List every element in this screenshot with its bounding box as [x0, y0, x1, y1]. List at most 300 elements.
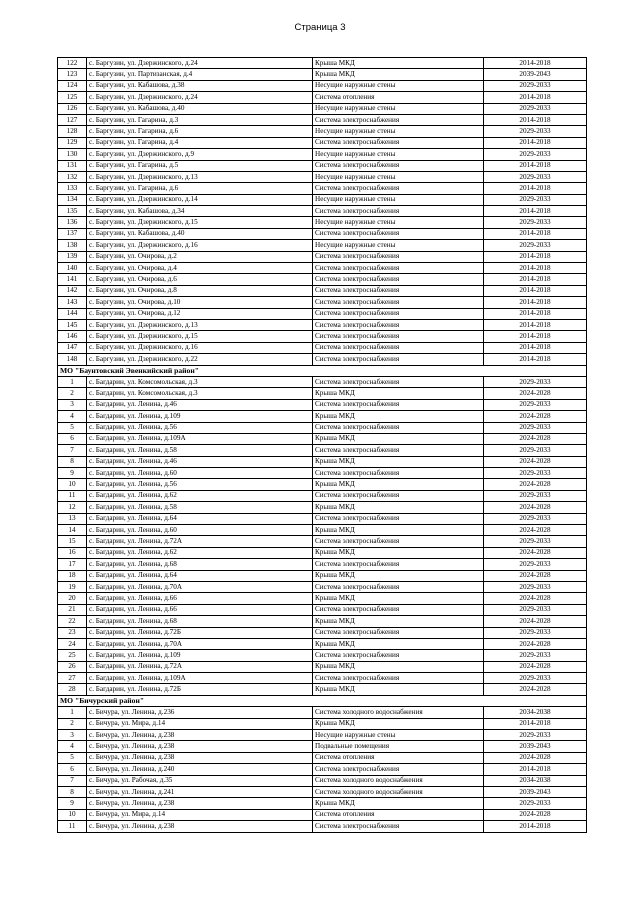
table-row: [58, 673, 587, 684]
table-row: [58, 194, 587, 205]
row-address: с. Багдарин, ул. Ленина, д.68: [87, 616, 313, 627]
row-number: 137: [58, 228, 87, 239]
table-row: [58, 376, 587, 387]
row-work-type: Система электроснабжения: [313, 263, 484, 274]
row-address: с. Багдарин, ул. Ленина, д.109А: [87, 673, 313, 684]
row-number: 123: [58, 69, 87, 80]
table-row: [58, 263, 587, 274]
row-period: 2024-2028: [484, 525, 587, 536]
row-period: 2024-2028: [484, 616, 587, 627]
row-work-type: Подвальные помещения: [313, 741, 484, 752]
row-number: 13: [58, 513, 87, 524]
section-title: МО "Баунтовский Эвенкийский район": [58, 365, 587, 376]
row-work-type: Система электроснабжения: [313, 536, 484, 547]
row-period: 2029-2033: [484, 798, 587, 809]
row-address: с. Баргузин, ул. Дзержинского, д.15: [87, 217, 313, 228]
row-work-type: Крыша МКД: [313, 502, 484, 513]
row-work-type: Система электроснабжения: [313, 650, 484, 661]
row-address: с. Баргузин, ул. Кабашова, д.40: [87, 228, 313, 239]
row-number: 8: [58, 787, 87, 798]
row-period: 2029-2033: [484, 149, 587, 160]
row-number: 5: [58, 752, 87, 763]
table-row: [58, 593, 587, 604]
table-row: [58, 684, 587, 695]
row-work-type: Крыша МКД: [313, 388, 484, 399]
table-row: [58, 126, 587, 137]
row-number: 144: [58, 308, 87, 319]
row-number: 134: [58, 194, 87, 205]
row-address: с. Баргузин, ул. Очирова, д.8: [87, 285, 313, 296]
row-work-type: Система электроснабжения: [313, 137, 484, 148]
row-work-type: Система электроснабжения: [313, 490, 484, 501]
row-address: с. Багдарин, ул. Ленина, д.72А: [87, 536, 313, 547]
table-row: [58, 206, 587, 217]
row-work-type: Несущие наружные стены: [313, 194, 484, 205]
row-number: 11: [58, 821, 87, 832]
row-number: 1: [58, 707, 87, 718]
row-period: 2014-2018: [484, 137, 587, 148]
table-row: [58, 479, 587, 490]
table-row: [58, 80, 587, 91]
row-address: с. Багдарин, ул. Ленина, д.64: [87, 570, 313, 581]
row-work-type: Система электроснабжения: [313, 445, 484, 456]
table-row: [58, 297, 587, 308]
row-work-type: Крыша МКД: [313, 479, 484, 490]
row-number: 145: [58, 319, 87, 330]
table-row: [58, 798, 587, 809]
row-number: 124: [58, 80, 87, 91]
row-period: 2029-2033: [484, 468, 587, 479]
row-number: 131: [58, 160, 87, 171]
row-period: 2039-2043: [484, 69, 587, 80]
row-period: 2024-2028: [484, 502, 587, 513]
table-row: [58, 821, 587, 832]
row-period: 2029-2033: [484, 103, 587, 114]
row-number: 16: [58, 547, 87, 558]
row-period: 2024-2028: [484, 388, 587, 399]
row-number: 126: [58, 103, 87, 114]
table-row: [58, 331, 587, 342]
row-address: с. Бичура, ул. Ленина, д.241: [87, 787, 313, 798]
row-period: 2029-2033: [484, 422, 587, 433]
row-work-type: Крыша МКД: [313, 798, 484, 809]
table-row: [58, 274, 587, 285]
row-address: с. Баргузин, ул. Дзержинского, д.22: [87, 354, 313, 365]
section-row: [58, 365, 587, 376]
row-number: 8: [58, 456, 87, 467]
row-work-type: Система электроснабжения: [313, 160, 484, 171]
row-address: с. Баргузин, ул. Гагарина, д.4: [87, 137, 313, 148]
repair-schedule-table: [57, 57, 587, 833]
row-work-type: Система электроснабжения: [313, 206, 484, 217]
row-period: 2024-2028: [484, 684, 587, 695]
table-row: [58, 525, 587, 536]
row-number: 2: [58, 718, 87, 729]
table-row: [58, 399, 587, 410]
row-number: 5: [58, 422, 87, 433]
table-row: [58, 547, 587, 558]
table-row: [58, 69, 587, 80]
table-row: [58, 581, 587, 592]
row-period: 2029-2033: [484, 194, 587, 205]
row-address: с. Багдарин, ул. Ленина, д.66: [87, 604, 313, 615]
row-work-type: Система электроснабжения: [313, 331, 484, 342]
table-row: [58, 228, 587, 239]
row-number: 19: [58, 581, 87, 592]
row-period: 2029-2033: [484, 513, 587, 524]
row-period: 2029-2033: [484, 730, 587, 741]
row-work-type: Система электроснабжения: [313, 251, 484, 262]
row-period: 2014-2018: [484, 331, 587, 342]
row-work-type: Система электроснабжения: [313, 604, 484, 615]
row-period: 2029-2033: [484, 80, 587, 91]
row-period: 2024-2028: [484, 638, 587, 649]
table-row: [58, 490, 587, 501]
row-work-type: Система отопления: [313, 752, 484, 763]
row-period: 2024-2028: [484, 456, 587, 467]
row-work-type: Крыша МКД: [313, 684, 484, 695]
row-period: 2014-2018: [484, 354, 587, 365]
row-address: с. Багдарин, ул. Ленина, д.72А: [87, 661, 313, 672]
table-row: [58, 137, 587, 148]
row-number: 128: [58, 126, 87, 137]
row-number: 125: [58, 92, 87, 103]
row-address: с. Багдарин, ул. Ленина, д.109: [87, 411, 313, 422]
row-work-type: Несущие наружные стены: [313, 80, 484, 91]
row-address: с. Бичура, ул. Ленина, д.238: [87, 798, 313, 809]
row-period: 2029-2033: [484, 171, 587, 182]
row-number: 12: [58, 502, 87, 513]
row-address: с. Багдарин, ул. Ленина, д.109: [87, 650, 313, 661]
row-work-type: Несущие наружные стены: [313, 240, 484, 251]
row-address: с. Багдарин, ул. Ленина, д.60: [87, 468, 313, 479]
row-number: 28: [58, 684, 87, 695]
row-work-type: Система электроснабжения: [313, 308, 484, 319]
row-period: 2039-2043: [484, 787, 587, 798]
row-number: 22: [58, 616, 87, 627]
row-work-type: Крыша МКД: [313, 661, 484, 672]
row-address: с. Багдарин, ул. Комсомольская, д.3: [87, 388, 313, 399]
table-row: [58, 285, 587, 296]
row-address: с. Багдарин, ул. Ленина, д.68: [87, 559, 313, 570]
row-work-type: Система электроснабжения: [313, 342, 484, 353]
row-work-type: Крыша МКД: [313, 547, 484, 558]
row-work-type: Система электроснабжения: [313, 627, 484, 638]
row-work-type: Крыша МКД: [313, 58, 484, 69]
row-work-type: Система электроснабжения: [313, 581, 484, 592]
row-number: 7: [58, 445, 87, 456]
row-work-type: Система электроснабжения: [313, 764, 484, 775]
table-row: [58, 456, 587, 467]
row-period: 2014-2018: [484, 319, 587, 330]
table-row: [58, 752, 587, 763]
table-row: [58, 240, 587, 251]
row-number: 6: [58, 433, 87, 444]
row-address: с. Баргузин, ул. Дзержинского, д.16: [87, 240, 313, 251]
table-row: [58, 433, 587, 444]
row-work-type: Система электроснабжения: [313, 559, 484, 570]
row-number: 143: [58, 297, 87, 308]
row-number: 27: [58, 673, 87, 684]
table-row: [58, 354, 587, 365]
row-number: 139: [58, 251, 87, 262]
row-number: 141: [58, 274, 87, 285]
row-work-type: Несущие наружные стены: [313, 171, 484, 182]
row-address: с. Баргузин, ул. Очирова, д.10: [87, 297, 313, 308]
row-number: 10: [58, 809, 87, 820]
row-work-type: Система отопления: [313, 92, 484, 103]
row-work-type: Крыша МКД: [313, 69, 484, 80]
row-work-type: Система электроснабжения: [313, 319, 484, 330]
row-work-type: Система электроснабжения: [313, 513, 484, 524]
row-period: 2014-2018: [484, 285, 587, 296]
row-address: с. Бичура, ул. Мира, д.14: [87, 718, 313, 729]
row-number: 14: [58, 525, 87, 536]
row-number: 2: [58, 388, 87, 399]
table-row: [58, 536, 587, 547]
row-period: 2014-2018: [484, 297, 587, 308]
row-number: 3: [58, 399, 87, 410]
table-row: [58, 422, 587, 433]
row-period: 2029-2033: [484, 650, 587, 661]
row-number: 11: [58, 490, 87, 501]
row-period: 2024-2028: [484, 570, 587, 581]
row-period: 2024-2028: [484, 411, 587, 422]
table-row: [58, 183, 587, 194]
row-number: 23: [58, 627, 87, 638]
row-number: 7: [58, 775, 87, 786]
row-period: 2014-2018: [484, 92, 587, 103]
row-number: 26: [58, 661, 87, 672]
row-number: 25: [58, 650, 87, 661]
row-number: 4: [58, 411, 87, 422]
row-address: с. Баргузин, ул. Дзержинского, д.14: [87, 194, 313, 205]
row-work-type: Система электроснабжения: [313, 821, 484, 832]
row-address: с. Багдарин, ул. Ленина, д.58: [87, 502, 313, 513]
row-work-type: Крыша МКД: [313, 593, 484, 604]
table-row: [58, 171, 587, 182]
row-period: 2014-2018: [484, 58, 587, 69]
row-address: с. Багдарин, ул. Ленина, д.64: [87, 513, 313, 524]
table-row: [58, 92, 587, 103]
row-number: 9: [58, 468, 87, 479]
row-work-type: Система электроснабжения: [313, 422, 484, 433]
row-period: 2024-2028: [484, 433, 587, 444]
row-period: 2024-2028: [484, 593, 587, 604]
row-work-type: Крыша МКД: [313, 718, 484, 729]
row-work-type: Система электроснабжения: [313, 354, 484, 365]
row-period: 2014-2018: [484, 263, 587, 274]
row-number: 136: [58, 217, 87, 228]
row-address: с. Бичура, ул. Ленина, д.238: [87, 741, 313, 752]
row-work-type: Крыша МКД: [313, 525, 484, 536]
row-address: с. Багдарин, ул. Ленина, д.109А: [87, 433, 313, 444]
row-period: 2014-2018: [484, 764, 587, 775]
row-address: с. Багдарин, ул. Ленина, д.60: [87, 525, 313, 536]
table-row: [58, 650, 587, 661]
row-number: 17: [58, 559, 87, 570]
row-number: 4: [58, 741, 87, 752]
row-address: с. Баргузин, ул. Партизанская, д.4: [87, 69, 313, 80]
row-period: 2029-2033: [484, 126, 587, 137]
row-address: с. Баргузин, ул. Очирова, д.4: [87, 263, 313, 274]
table-row: [58, 707, 587, 718]
row-number: 138: [58, 240, 87, 251]
row-address: с. Багдарин, ул. Ленина, д.62: [87, 490, 313, 501]
row-period: 2014-2018: [484, 308, 587, 319]
row-address: с. Баргузин, ул. Кабашова, д.40: [87, 103, 313, 114]
table-row: [58, 411, 587, 422]
page-title: Страница 3: [294, 22, 346, 33]
row-address: с. Багдарин, ул. Ленина, д.56: [87, 422, 313, 433]
row-period: 2024-2028: [484, 661, 587, 672]
table-row: [58, 809, 587, 820]
table-row: [58, 787, 587, 798]
row-work-type: Несущие наружные стены: [313, 103, 484, 114]
row-number: 148: [58, 354, 87, 365]
row-number: 129: [58, 137, 87, 148]
row-number: 122: [58, 58, 87, 69]
row-work-type: Несущие наружные стены: [313, 126, 484, 137]
row-work-type: Крыша МКД: [313, 433, 484, 444]
table-body: [58, 58, 587, 833]
row-address: с. Баргузин, ул. Гагарина, д.5: [87, 160, 313, 171]
table-row: [58, 217, 587, 228]
row-work-type: Несущие наружные стены: [313, 217, 484, 228]
row-work-type: Система электроснабжения: [313, 399, 484, 410]
row-period: 2024-2028: [484, 809, 587, 820]
section-title: МО "Бичурский район": [58, 695, 587, 706]
row-work-type: Система холодного водоснабжения: [313, 707, 484, 718]
row-address: с. Багдарин, ул. Ленина, д.70А: [87, 638, 313, 649]
row-number: 1: [58, 376, 87, 387]
table-row: [58, 604, 587, 615]
table-row: [58, 58, 587, 69]
table-row: [58, 468, 587, 479]
table-row: [58, 718, 587, 729]
row-number: 18: [58, 570, 87, 581]
row-number: 10: [58, 479, 87, 490]
table-row: [58, 570, 587, 581]
table-row: [58, 319, 587, 330]
row-period: 2029-2033: [484, 399, 587, 410]
row-address: с. Бичура, ул. Ленина, д.238: [87, 730, 313, 741]
row-number: 15: [58, 536, 87, 547]
row-period: 2024-2028: [484, 479, 587, 490]
row-period: 2024-2028: [484, 547, 587, 558]
row-address: с. Баргузин, ул. Очирова, д.2: [87, 251, 313, 262]
row-number: 6: [58, 764, 87, 775]
row-address: с. Баргузин, ул. Очирова, д.6: [87, 274, 313, 285]
row-number: 135: [58, 206, 87, 217]
row-work-type: Система отопления: [313, 809, 484, 820]
row-period: 2029-2033: [484, 604, 587, 615]
table-row: [58, 627, 587, 638]
row-number: 24: [58, 638, 87, 649]
row-period: 2024-2028: [484, 752, 587, 763]
row-work-type: Несущие наружные стены: [313, 730, 484, 741]
row-period: 2029-2033: [484, 627, 587, 638]
row-number: 3: [58, 730, 87, 741]
row-period: 2014-2018: [484, 718, 587, 729]
row-address: с. Багдарин, ул. Ленина, д.62: [87, 547, 313, 558]
row-period: 2029-2033: [484, 536, 587, 547]
row-address: с. Бичура, ул. Ленина, д.240: [87, 764, 313, 775]
row-address: с. Бичура, ул. Ленина, д.236: [87, 707, 313, 718]
row-period: 2014-2018: [484, 274, 587, 285]
row-work-type: Крыша МКД: [313, 570, 484, 581]
row-period: 2014-2018: [484, 342, 587, 353]
table-row: [58, 114, 587, 125]
table-row: [58, 764, 587, 775]
table-row: [58, 616, 587, 627]
table-row: [58, 342, 587, 353]
row-work-type: Система электроснабжения: [313, 183, 484, 194]
row-period: 2014-2018: [484, 228, 587, 239]
row-period: 2029-2033: [484, 240, 587, 251]
row-period: 2029-2033: [484, 581, 587, 592]
row-work-type: Система электроснабжения: [313, 274, 484, 285]
row-number: 133: [58, 183, 87, 194]
row-address: с. Баргузин, ул. Кабашова, д.34: [87, 206, 313, 217]
table-row: [58, 149, 587, 160]
row-address: с. Багдарин, ул. Ленина, д.46: [87, 456, 313, 467]
row-work-type: Система электроснабжения: [313, 228, 484, 239]
row-address: с. Бичура, ул. Мира, д.14: [87, 809, 313, 820]
section-row: [58, 695, 587, 706]
row-address: с. Бичура, ул. Рабочая, д.35: [87, 775, 313, 786]
row-number: 132: [58, 171, 87, 182]
row-address: с. Багдарин, ул. Ленина, д.46: [87, 399, 313, 410]
table-row: [58, 513, 587, 524]
row-address: с. Баргузин, ул. Дзержинского, д.13: [87, 319, 313, 330]
row-address: с. Багдарин, ул. Ленина, д.58: [87, 445, 313, 456]
table-row: [58, 661, 587, 672]
table-row: [58, 741, 587, 752]
row-address: с. Багдарин, ул. Ленина, д.72Б: [87, 627, 313, 638]
row-period: 2029-2033: [484, 445, 587, 456]
row-work-type: Система холодного водоснабжения: [313, 775, 484, 786]
row-period: 2029-2033: [484, 376, 587, 387]
row-period: 2014-2018: [484, 114, 587, 125]
table-row: [58, 160, 587, 171]
table-row: [58, 388, 587, 399]
row-address: с. Багдарин, ул. Ленина, д.72Б: [87, 684, 313, 695]
row-address: с. Баргузин, ул. Гагарина, д.6: [87, 183, 313, 194]
table-row: [58, 730, 587, 741]
row-address: с. Баргузин, ул. Дзержинского, д.13: [87, 171, 313, 182]
table-row: [58, 502, 587, 513]
row-address: с. Баргузин, ул. Дзержинского, д.15: [87, 331, 313, 342]
row-work-type: Крыша МКД: [313, 456, 484, 467]
row-address: с. Баргузин, ул. Очирова, д.12: [87, 308, 313, 319]
row-period: 2014-2018: [484, 206, 587, 217]
row-work-type: Система электроснабжения: [313, 297, 484, 308]
table-row: [58, 559, 587, 570]
row-work-type: Система электроснабжения: [313, 468, 484, 479]
row-address: с. Багдарин, ул. Ленина, д.66: [87, 593, 313, 604]
row-period: 2029-2033: [484, 490, 587, 501]
row-address: с. Багдарин, ул. Комсомольская, д.3: [87, 376, 313, 387]
row-period: 2014-2018: [484, 251, 587, 262]
row-number: 21: [58, 604, 87, 615]
row-work-type: Крыша МКД: [313, 638, 484, 649]
row-work-type: Крыша МКД: [313, 411, 484, 422]
row-work-type: Система электроснабжения: [313, 376, 484, 387]
row-number: 140: [58, 263, 87, 274]
row-period: 2029-2033: [484, 217, 587, 228]
row-number: 130: [58, 149, 87, 160]
